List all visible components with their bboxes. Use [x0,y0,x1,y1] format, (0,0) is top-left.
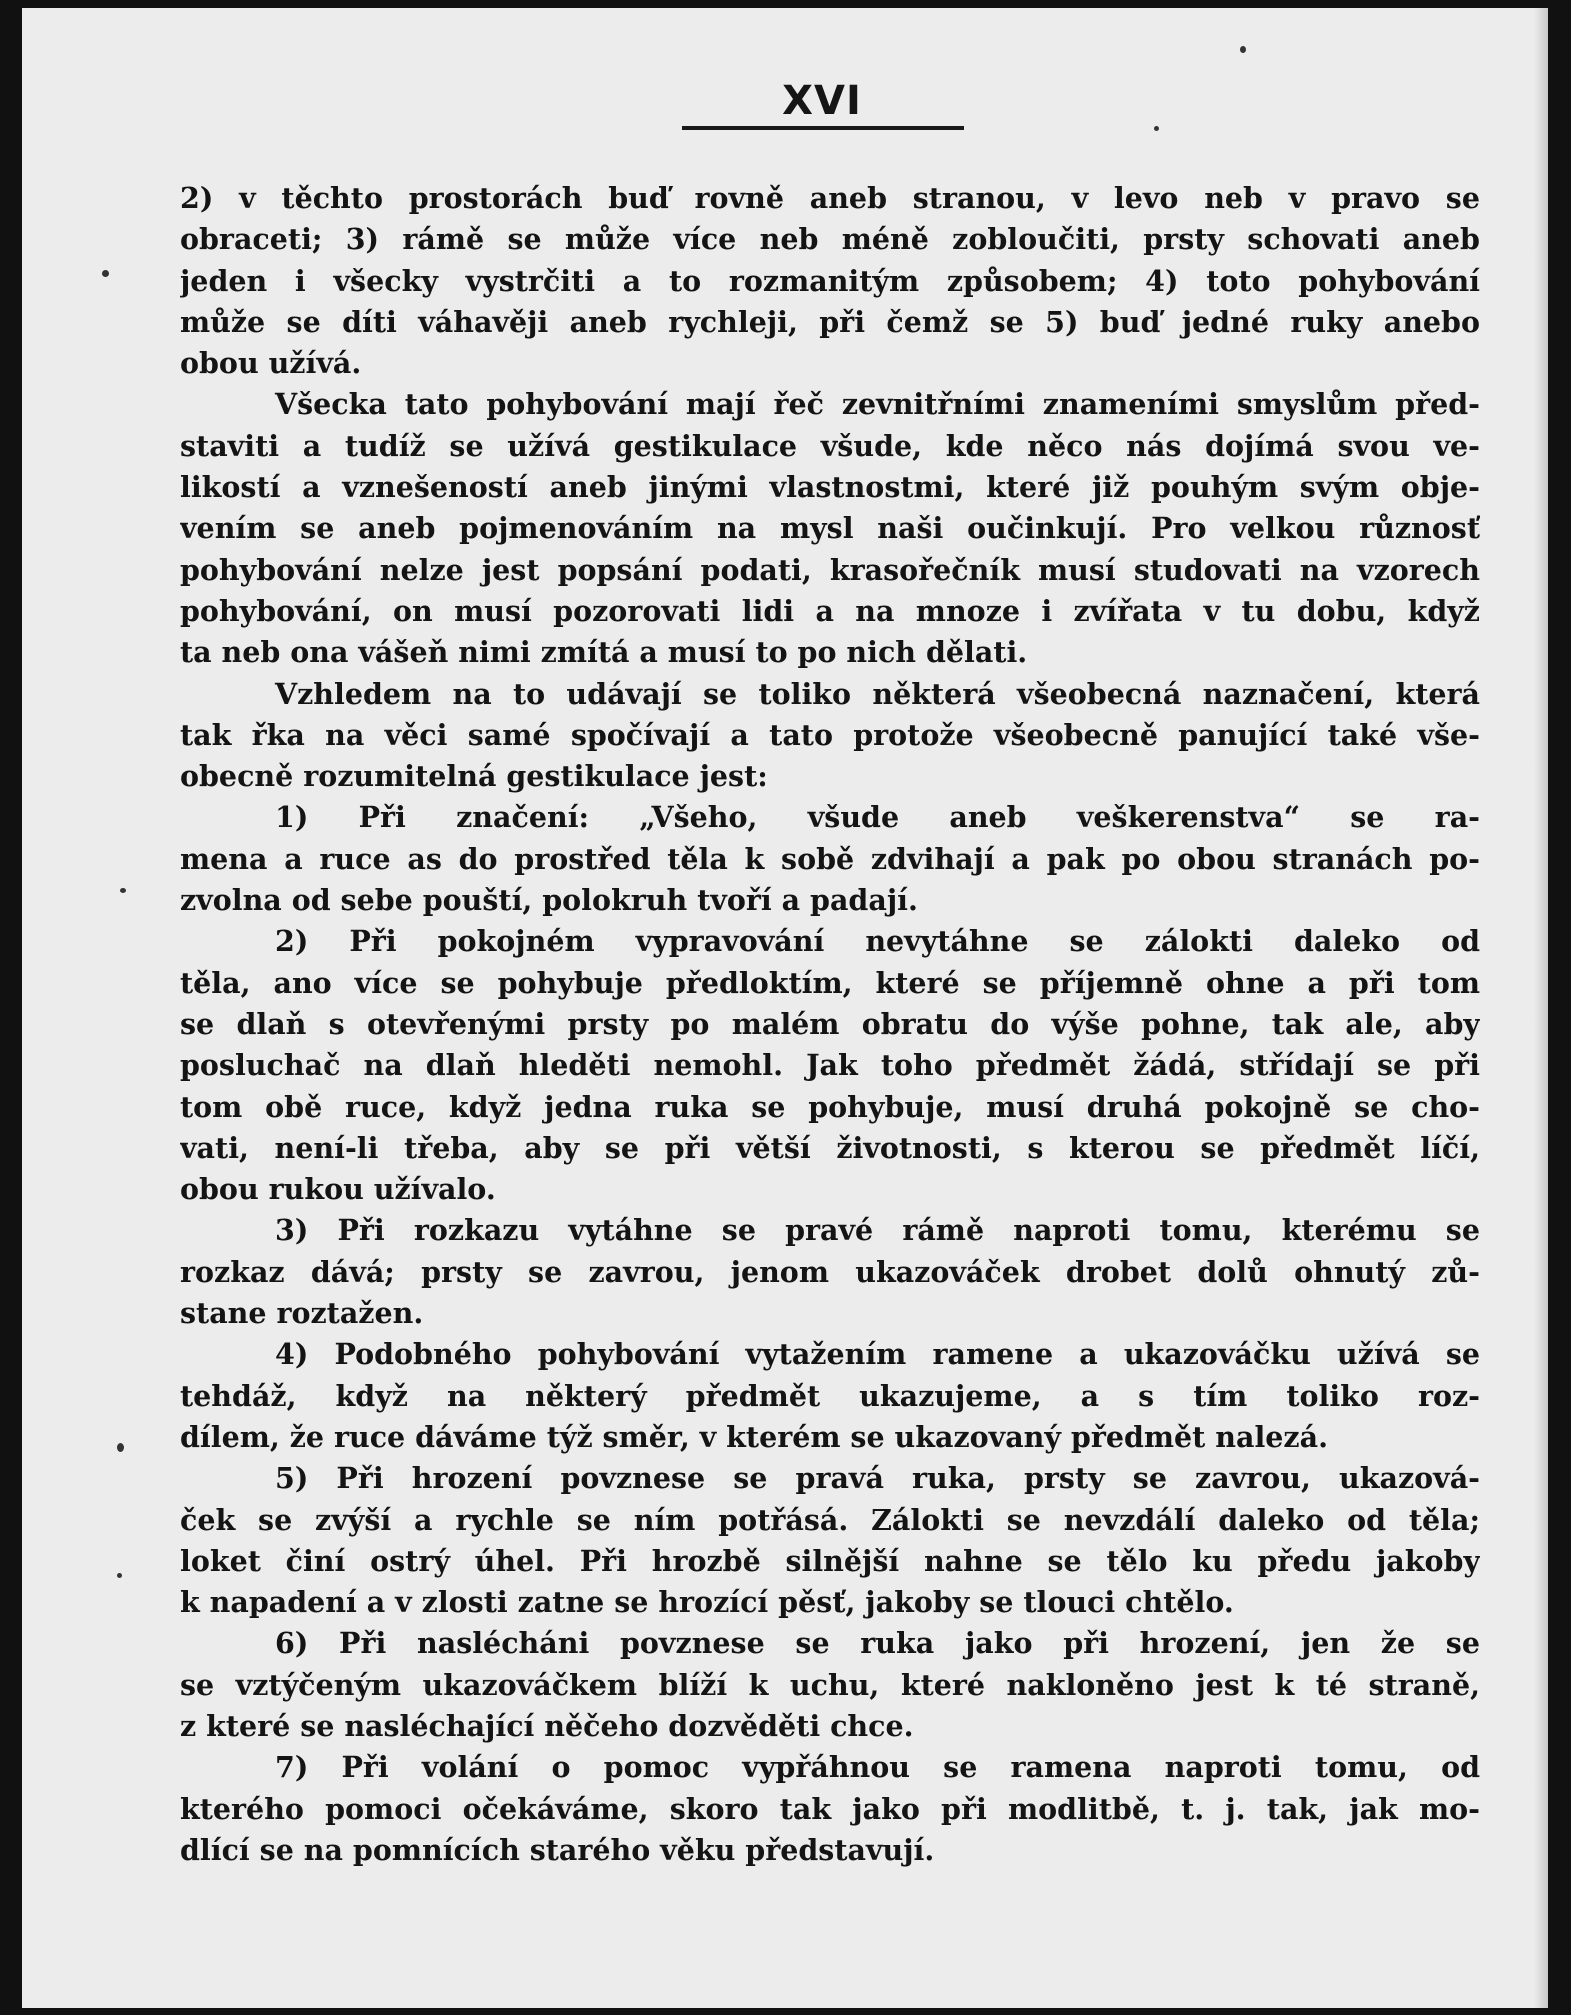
text-line: se vztýčeným ukazováčkem blíží k uchu, které nakloněno jest k té straně, [180,1667,1480,1702]
paragraph [180,1210,1480,1334]
print-speck [117,1443,124,1452]
text-line: těla, ano více se pohybuje předloktím, které se příjemně ohne a při tom [180,965,1480,1000]
text-line: vením se aneb pojmenováním na mysl naši oučinkují. Pro velkou různosť [180,511,1480,546]
text-line: Všecka tato pohybování mají řeč zevnitřními znameními smyslům před- [275,387,1480,422]
text-line: obou užívá. [180,346,362,381]
text-line: 4) Podobného pohybování vytažením ramene a ukazováčku užívá se [275,1337,1480,1372]
text-line: dílem, že ruce dáváme týž směr, v kterém se ukazovaný předmět nalezá. [180,1419,1328,1454]
text-line: pohybování nelze jest popsání podati, krasořečník musí studovati na vzorech [180,552,1480,587]
text-line: rozkaz dává; prsty se zavrou, jenom ukazováček drobet dolů ohnutý zů- [180,1254,1480,1289]
paragraph [180,797,1480,921]
print-speck [102,270,109,277]
paragraph [180,1458,1480,1623]
header-rule [682,126,964,130]
text-line: 5) Při hrození povznese se pravá ruka, prsty se zavrou, ukazová- [275,1461,1480,1496]
text-line: 2) Při pokojném vypravování nevytáhne se zálokti daleko od [275,924,1480,959]
scanned-page [22,8,1548,2008]
text-line: může se díti váhavěji aneb rychleji, při čemž se 5) buď jedné ruky anebo [180,304,1480,339]
text-line: se dlaň s otevřenými prsty po malém obratu do výše pohne, tak ale, aby [180,1006,1480,1041]
text-line: mena a ruce as do prostřed těla k sobě zdvihají a pak po obou stranách po- [180,841,1480,876]
print-speck [1154,126,1159,131]
text-line: kterého pomoci očekáváme, skoro tak jako při modlitbě, t. j. tak, jak mo- [180,1791,1480,1826]
paragraph [180,1334,1480,1458]
text-line: k napadení a v zlosti zatne se hrozící pěsť, jakoby se tlouci chtělo. [180,1585,1234,1620]
text-line: zvolna od sebe pouští, polokruh tvoří a padají. [180,883,918,918]
paragraph [180,1623,1480,1747]
text-line: ček se zvýší a rychle se ním potřásá. Zálokti se nevzdálí daleko od těla; [180,1502,1480,1537]
text-line: loket činí ostrý úhel. Při hrozbě silnější nahne se tělo ku předu jakoby [180,1543,1480,1578]
text-line: obraceti; 3) rámě se může více neb méně zoblоučiti, prsty schovati aneb [180,222,1480,257]
text-line: vati, není-li třeba, aby se při větší životnosti, s kterou se předmět líčí, [180,1130,1480,1165]
text-line: 2) v těchto prostorách buď rovně aneb stranou, v levo neb v pravo se [180,181,1480,215]
text-line: Vzhledem na to udávají se toliko některá všeobecná naznačení, která [275,676,1480,711]
print-speck [1240,46,1246,53]
text-line: obecně rozumitelná gestikulace jest: [180,759,768,794]
paragraph [180,384,1480,673]
body-text [180,178,1480,1871]
text-line: pohybování, on musí pozorovati lidi a na mnoze i zvířata v tu dobu, když [180,593,1480,628]
text-line: ta neb ona vášeň nimi zmítá a musí to po nich dělati. [180,635,1028,670]
text-line: jeden i všecky vystrčiti a to rozmanitým způsobem; 4) toto pohybování [180,263,1480,298]
text-line: 3) Při rozkazu vytáhne se pravé rámě naproti tomu, kterému se [275,1213,1480,1248]
paragraph [180,674,1480,798]
text-line: posluchač na dlaň hleděti nemohl. Jak toho předmět žádá, střídají se při [180,1048,1480,1083]
print-speck [120,888,126,893]
text-line: tom obě ruce, když jedna ruka se pohybuje, musí druhá pokojně se cho- [180,1089,1480,1124]
text-line: 7) Při volání o pomoc vypřáhnou se ramena naproti tomu, od [275,1750,1480,1785]
paragraph [180,1747,1480,1871]
text-line: obou rukou užívalo. [180,1172,496,1207]
text-line: tak řka na věci samé spočívají a tato protože všeobecně panující také vše- [180,717,1480,752]
text-line: likostí a vznešeností aneb jinými vlastnostmi, které již pouhým svým obje- [180,470,1480,505]
text-line: 6) Při naslécháni povznese se ruka jako při hrození, jen že se [275,1626,1480,1661]
text-line: dlící se na pomnících starého věku představují. [180,1832,935,1867]
text-line: tehdáž, když na některý předmět ukazujeme, a s tím toliko roz- [180,1378,1480,1413]
text-line: staviti a tudíž se užívá gestikulace všude, kde něco nás dojímá svou ve- [180,428,1480,463]
text-line: stane roztažen. [180,1296,424,1331]
print-speck [117,1573,122,1578]
paragraph [180,921,1480,1210]
text-line: z které se nasléchající něčeho dozvěděti chce. [180,1708,914,1743]
page-shadow [1534,8,1548,2008]
paragraph [180,178,1480,384]
page-number-header: XVI [782,78,862,124]
text-line: 1) Při značení: „Všeho, všude aneb veškerenstva“ se ra- [275,800,1480,835]
